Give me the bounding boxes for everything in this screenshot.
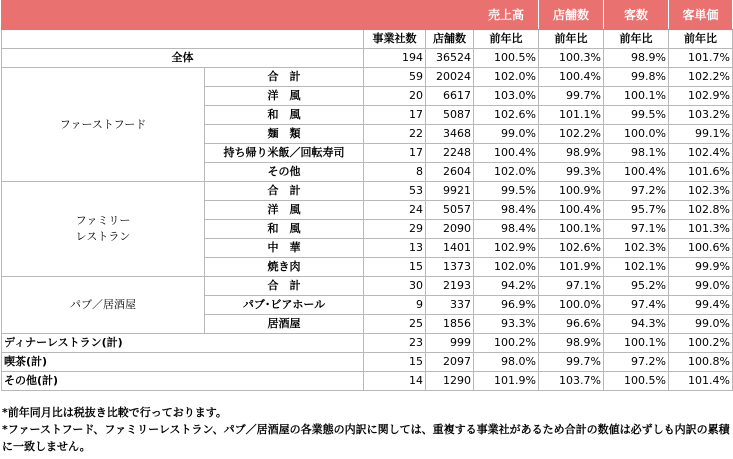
subcategory-label: 合 計: [205, 182, 364, 201]
cell-sales: 102.9%: [474, 239, 539, 258]
single-category-label: 喫茶(計): [2, 353, 364, 372]
cell-companies: 13: [364, 239, 426, 258]
cell-sales: 102.6%: [474, 106, 539, 125]
total-unit-price: 101.7%: [669, 49, 733, 68]
cell-sales: 102.0%: [474, 68, 539, 87]
cell-store-yoy: 100.4%: [539, 68, 604, 87]
cell-customers: 97.1%: [604, 220, 669, 239]
cell-store-yoy: 102.2%: [539, 125, 604, 144]
cell-customers: 95.2%: [604, 277, 669, 296]
cell-stores: 20024: [426, 68, 474, 87]
cell-sales: 101.9%: [474, 372, 539, 391]
cell-customers: 95.7%: [604, 201, 669, 220]
cell-customers: 97.4%: [604, 296, 669, 315]
cell-sales: 100.4%: [474, 144, 539, 163]
cell-companies: 29: [364, 220, 426, 239]
cell-stores: 1290: [426, 372, 474, 391]
cell-unit-price: 102.3%: [669, 182, 733, 201]
subcategory-label: 中 華: [205, 239, 364, 258]
cell-unit-price: 100.8%: [669, 353, 733, 372]
cell-sales: 102.0%: [474, 258, 539, 277]
header-store-count: 店舗数: [426, 30, 474, 49]
cell-sales: 98.0%: [474, 353, 539, 372]
cell-sales: 94.2%: [474, 277, 539, 296]
cell-sales: 102.0%: [474, 163, 539, 182]
cell-stores: 5057: [426, 201, 474, 220]
cell-sales: 103.0%: [474, 87, 539, 106]
single-category-label: ディナーレストラン(計): [2, 334, 364, 353]
cell-companies: 15: [364, 258, 426, 277]
cell-customers: 99.8%: [604, 68, 669, 87]
cell-store-yoy: 100.9%: [539, 182, 604, 201]
cell-unit-price: 102.9%: [669, 87, 733, 106]
table-row: [2, 182, 733, 201]
cell-unit-price: 101.4%: [669, 372, 733, 391]
cell-store-yoy: 103.7%: [539, 372, 604, 391]
cell-stores: 9921: [426, 182, 474, 201]
cell-store-yoy: 98.9%: [539, 334, 604, 353]
header-sub-blank: [2, 30, 364, 49]
cell-unit-price: 99.0%: [669, 315, 733, 334]
category-label: [2, 277, 205, 334]
category-text: ファーストフード: [59, 117, 147, 131]
cell-customers: 97.2%: [604, 353, 669, 372]
total-row: [2, 49, 733, 68]
cell-companies: 9: [364, 296, 426, 315]
cell-unit-price: 102.4%: [669, 144, 733, 163]
header-customers: 客数: [604, 1, 669, 30]
total-stores: 36524: [426, 49, 474, 68]
subcategory-label: 持ち帰り米飯／回転寿司: [205, 144, 364, 163]
cell-companies: 17: [364, 144, 426, 163]
subcategory-label: 合 計: [205, 277, 364, 296]
cell-sales: 96.9%: [474, 296, 539, 315]
cell-customers: 98.1%: [604, 144, 669, 163]
cell-companies: 15: [364, 353, 426, 372]
cell-unit-price: 99.4%: [669, 296, 733, 315]
cell-store-yoy: 100.1%: [539, 220, 604, 239]
total-label: 全体: [2, 49, 364, 68]
footnote: *前年同月比は税抜き比較で行っております。: [2, 406, 227, 419]
cell-stores: 1856: [426, 315, 474, 334]
cell-customers: 102.3%: [604, 239, 669, 258]
cell-unit-price: 100.2%: [669, 334, 733, 353]
cell-companies: 59: [364, 68, 426, 87]
cell-unit-price: 102.2%: [669, 68, 733, 87]
cell-store-yoy: 100.0%: [539, 296, 604, 315]
header-row-metrics: [2, 1, 733, 30]
category-text: パブ／居酒屋: [70, 298, 136, 311]
cell-customers: 100.4%: [604, 163, 669, 182]
cell-store-yoy: 99.7%: [539, 87, 604, 106]
table-row: [2, 68, 733, 87]
sales-table: [1, 0, 733, 391]
cell-customers: 100.5%: [604, 372, 669, 391]
header-blank: [2, 1, 474, 30]
cell-stores: 1373: [426, 258, 474, 277]
cell-companies: 14: [364, 372, 426, 391]
cell-customers: 100.1%: [604, 87, 669, 106]
header-row-sub: [2, 30, 733, 49]
cell-stores: 5087: [426, 106, 474, 125]
header-yoy-stores: 前年比: [539, 30, 604, 49]
footnote: *ファーストフード、ファミリーレストラン、パブ／居酒屋の各業態の内訳に関しては、重複する事業社があるため合計の数値は必ずしも内訳の累積に一致しません。: [2, 423, 730, 453]
cell-unit-price: 100.6%: [669, 239, 733, 258]
cell-companies: 24: [364, 201, 426, 220]
cell-sales: 99.0%: [474, 125, 539, 144]
cell-unit-price: 99.0%: [669, 277, 733, 296]
cell-companies: 53: [364, 182, 426, 201]
cell-stores: 999: [426, 334, 474, 353]
cell-sales: 98.4%: [474, 220, 539, 239]
cell-store-yoy: 101.9%: [539, 258, 604, 277]
cell-stores: 3468: [426, 125, 474, 144]
cell-stores: 2248: [426, 144, 474, 163]
cell-store-yoy: 97.1%: [539, 277, 604, 296]
cell-stores: 2604: [426, 163, 474, 182]
cell-customers: 97.2%: [604, 182, 669, 201]
cell-unit-price: 101.3%: [669, 220, 733, 239]
cell-companies: 23: [364, 334, 426, 353]
category-text: ファミリー レストラン: [75, 213, 131, 243]
cell-stores: 337: [426, 296, 474, 315]
cell-unit-price: 99.9%: [669, 258, 733, 277]
subcategory-label: 焼き肉: [205, 258, 364, 277]
cell-stores: 2193: [426, 277, 474, 296]
cell-store-yoy: 98.9%: [539, 144, 604, 163]
total-sales: 100.5%: [474, 49, 539, 68]
cell-sales: 93.3%: [474, 315, 539, 334]
cell-companies: 25: [364, 315, 426, 334]
cell-customers: 102.1%: [604, 258, 669, 277]
header-yoy-sales: 前年比: [474, 30, 539, 49]
cell-companies: 20: [364, 87, 426, 106]
header-stores: 店舗数: [539, 1, 604, 30]
cell-companies: 17: [364, 106, 426, 125]
cell-companies: 22: [364, 125, 426, 144]
category-label: [2, 68, 205, 182]
cell-customers: 99.5%: [604, 106, 669, 125]
cell-unit-price: 103.2%: [669, 106, 733, 125]
header-yoy-customers: 前年比: [604, 30, 669, 49]
subcategory-label: 和 風: [205, 106, 364, 125]
subcategory-label: その他: [205, 163, 364, 182]
cell-sales: 98.4%: [474, 201, 539, 220]
cell-unit-price: 102.8%: [669, 201, 733, 220]
footnotes: [2, 404, 730, 455]
total-store-yoy: 100.3%: [539, 49, 604, 68]
cell-sales: 100.2%: [474, 334, 539, 353]
header-companies: 事業社数: [364, 30, 426, 49]
category-label: [2, 182, 205, 277]
cell-customers: 100.1%: [604, 334, 669, 353]
subcategory-label: 居酒屋: [205, 315, 364, 334]
cell-stores: 6617: [426, 87, 474, 106]
table-row: [2, 372, 733, 391]
table-row: [2, 277, 733, 296]
header-yoy-unit-price: 前年比: [669, 30, 733, 49]
subcategory-label: 洋 風: [205, 87, 364, 106]
cell-companies: 8: [364, 163, 426, 182]
subcategory-label: 和 風: [205, 220, 364, 239]
table-row: [2, 353, 733, 372]
cell-stores: 2097: [426, 353, 474, 372]
cell-stores: 2090: [426, 220, 474, 239]
header-sales: 売上高: [474, 1, 539, 30]
cell-store-yoy: 99.7%: [539, 353, 604, 372]
cell-customers: 94.3%: [604, 315, 669, 334]
cell-store-yoy: 101.1%: [539, 106, 604, 125]
cell-sales: 99.5%: [474, 182, 539, 201]
header-unit-price: 客単価: [669, 1, 733, 30]
cell-customers: 100.0%: [604, 125, 669, 144]
total-customers: 98.9%: [604, 49, 669, 68]
table-row: [2, 334, 733, 353]
cell-store-yoy: 99.3%: [539, 163, 604, 182]
cell-companies: 30: [364, 277, 426, 296]
subcategory-label: 麺 類: [205, 125, 364, 144]
subcategory-label: パブ･ビアホール: [205, 296, 364, 315]
cell-unit-price: 99.1%: [669, 125, 733, 144]
cell-store-yoy: 96.6%: [539, 315, 604, 334]
cell-store-yoy: 100.4%: [539, 201, 604, 220]
cell-stores: 1401: [426, 239, 474, 258]
total-companies: 194: [364, 49, 426, 68]
subcategory-label: 合 計: [205, 68, 364, 87]
subcategory-label: 洋 風: [205, 201, 364, 220]
single-category-label: その他(計): [2, 372, 364, 391]
cell-unit-price: 101.6%: [669, 163, 733, 182]
cell-store-yoy: 102.6%: [539, 239, 604, 258]
